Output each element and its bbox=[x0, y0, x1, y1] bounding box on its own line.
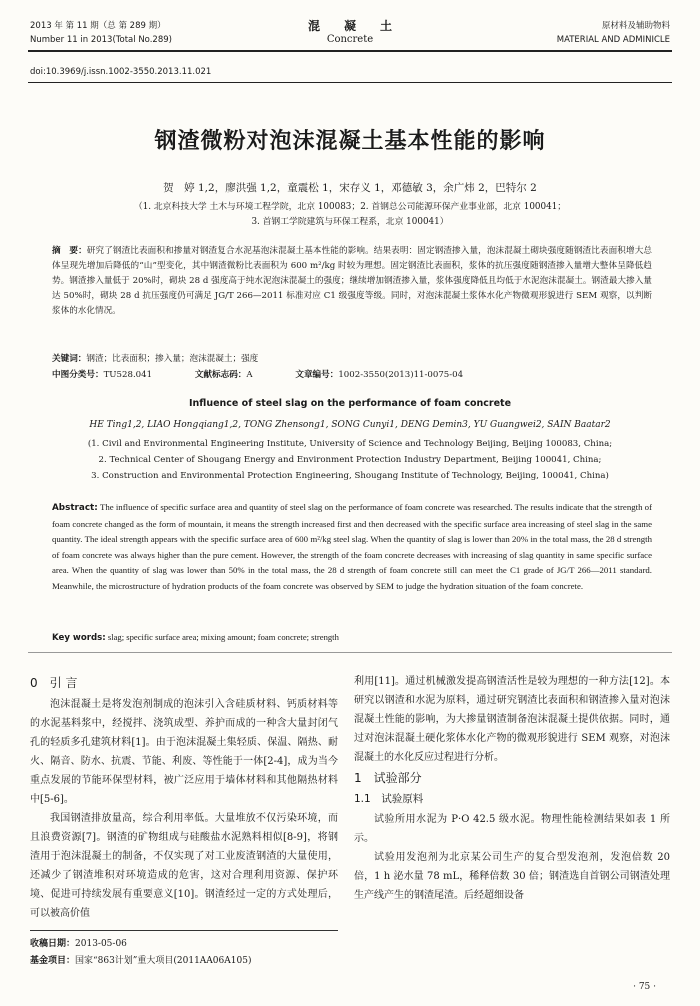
paragraph: 利用[11]。通过机械激发提高钢渣活性是较为理想的一种方法[12]。本研究以钢渣和水泥为原料，通过研究钢渣比表面积和钢渣掺入量对泡沫混凝土性能的影响，为大掺量钢渣制备泡沫混凝土提供依据。同时，通过对泡沫混凝土硬化浆体水化产物的微观形貌进行 SEM 观察，对泡沫混凝土的水化反应过程进行分析。 bbox=[354, 676, 670, 763]
received-label: 收稿日期： bbox=[30, 939, 76, 949]
paragraph: 泡沫混凝土是将发泡剂制成的泡沫引入含硅质材料、钙质材料等的水泥基料浆中，经搅拌、浇筑成型、养护而成的一种含大量封闭气孔的轻质多孔建筑材料[1]。由于泡沫混凝土集轻质、保温、隔热、耐火、隔音、防水、抗震、节能、利废、等性能于一体[2-4]，成为当今重点发展的节能环保型材料，被广泛应用于墙体材料和其他隔热材料中[5-6]。 bbox=[30, 699, 338, 805]
authors-en: HE Ting1,2, LIAO Hongqiang1,2, TONG Zhensong1, SONG Cunyi1, DENG Demin3, YU Guangwei2, SAIN Baatar2 bbox=[89, 420, 611, 430]
section-0-heading: 0 引 言 bbox=[30, 676, 78, 690]
keywords-cn bbox=[52, 352, 652, 367]
footnote-rule bbox=[30, 930, 338, 931]
doc-code-label: 文献标志码： bbox=[194, 370, 247, 380]
header-journal-cn: 混 凝 土 bbox=[307, 19, 392, 33]
abstract-en bbox=[52, 500, 652, 626]
body-right-column bbox=[354, 672, 670, 978]
section-1-1-heading: 1.1 试验原料 bbox=[354, 793, 424, 805]
body-left-column bbox=[30, 672, 338, 924]
doi-rule bbox=[28, 82, 672, 83]
doc-code-value: A bbox=[246, 370, 253, 380]
header-issue-cn: 2013 年 第 11 期（总 第 289 期） bbox=[30, 21, 166, 31]
abstract-cn-label: 摘 要： bbox=[52, 246, 87, 256]
fund-value: 国家“863计划”重大项目(2011AA06A105) bbox=[75, 956, 252, 966]
header-rule bbox=[28, 50, 672, 52]
keywords-en bbox=[52, 630, 652, 646]
article-number-value: 1002-3550(2013)11-0075-04 bbox=[338, 370, 464, 380]
paragraph: 试验用发泡剂为北京某公司生产的复合型发泡剂，发泡倍数 20 倍，1 h 泌水量 78 mL，稀释倍数 30 倍；钢渣选自首钢公司钢渣处理生产线产生的钢渣尾渣。后经超细设备 bbox=[354, 852, 670, 901]
keywords-en-text: slag; specific surface area; mixing amount; foam concrete; strength bbox=[107, 632, 339, 642]
clc-label: 中图分类号： bbox=[52, 370, 104, 380]
received-date: 2013-05-06 bbox=[75, 939, 127, 949]
classification-line bbox=[52, 368, 652, 383]
title-en: Influence of steel slag on the performance of foam concrete bbox=[188, 398, 512, 409]
keywords-en-label: Key words: bbox=[52, 633, 106, 643]
header-column-en: MATERIAL AND ADMINICLE bbox=[556, 35, 670, 45]
clc-value: TU528.041 bbox=[103, 370, 153, 380]
paragraph: 试验所用水泥为 P·O 42.5 级水泥。物理性能检测结果如表 1 所示。 bbox=[354, 814, 670, 844]
affiliation-cn-2: 3. 首钢工学院建筑与环保工程系，北京 100041） bbox=[251, 217, 449, 227]
affiliation-cn-1: （1. 北京科技大学 土木与环境工程学院，北京 100083；2. 首钢总公司能源环保产业事业部，北京 100041； bbox=[133, 202, 567, 212]
page-number: · 75 · bbox=[633, 982, 656, 992]
affiliation-en-3: 3. Construction and Environmental Protection Engineering, Shougang Institute of Technology, Beijing, 100041, China) bbox=[91, 471, 609, 481]
abstract-en-text: The influence of specific surface area and quantity of steel slag on the performance of foam concrete was researched. The results indicate that the strength of foam concrete changed as the form of mountain, it means the strength increased first and then decreased with the specific surface area increasing of steel slag in the same quantity. The ideal strength appears with the specific surface area of 600 m²/kg steel slag. When the quantity of slag is lower than 20% in the total mass, the 28 d strength of foam concrete was always higher than the pure cement. However, the strength of the foam concrete decreases with increasing of slag quantity in same specific surface area. When the quantity of slag was lower than 50% in the total mass, the 28 d strength of foam concrete still can meet the C1 grade of JG/T 266—2011 standard. Meanwhile, the microstructure of hydration products of the foam concrete was observed by SEM to judge the hydration situation of the foam concrete. bbox=[52, 502, 652, 591]
abstract-en-label: Abstract: bbox=[52, 503, 98, 513]
article-number-label: 文章编号： bbox=[295, 370, 339, 380]
abstract-cn bbox=[52, 244, 652, 354]
authors-cn: 贺 婷 1,2，廖洪强 1,2，童震松 1，宋存义 1，邓德敏 3，余广炜 2，巴特尔 2 bbox=[163, 182, 537, 194]
doi: doi:10.3969/j.issn.1002-3550.2013.11.021 bbox=[30, 67, 212, 77]
section-1-heading: 1 试验部分 bbox=[354, 771, 422, 785]
paragraph: 我国钢渣排放量高，综合利用率低。大量堆放不仅污染环境，而且浪费资源[7]。钢渣的矿物组成与硅酸盐水泥熟料相似[8-9]，将钢渣用于泡沫混凝土的制备，不仅实现了对工业废渣钢渣的大量使用，还减少了钢渣堆积对环境造成的危害，这对合理利用资源、保护环境、促进可持续发展有重要意义[10]。钢渣经过一定的方式处理后，可以被高价值 bbox=[30, 813, 338, 919]
header-column-cn: 原材料及辅助物料 bbox=[601, 21, 670, 31]
keywords-cn-text: 钢渣；比表面积；掺入量；泡沫混凝土；强度 bbox=[86, 354, 259, 364]
page-title: 钢渣微粉对泡沫混凝土基本性能的影响 bbox=[154, 129, 546, 154]
header-issue-en: Number 11 in 2013(Total No.289) bbox=[30, 35, 172, 45]
footnote-fund bbox=[30, 953, 251, 969]
abstract-rule bbox=[28, 652, 672, 653]
keywords-cn-label: 关键词： bbox=[52, 354, 87, 364]
affiliation-en-2: 2. Technical Center of Shougang Energy and Environment Protection Industry Department, Beijing 100041, China; bbox=[98, 455, 602, 465]
fund-label: 基金项目： bbox=[30, 956, 76, 966]
header-journal-en: Concrete bbox=[326, 34, 374, 45]
affiliation-en-1: (1. Civil and Environmental Engineering Institute, University of Science and Technology Beijing, Beijing 100083, China; bbox=[87, 439, 613, 449]
footnote-received bbox=[30, 936, 127, 952]
abstract-cn-text: 研究了钢渣比表面积和掺量对钢渣复合水泥基泡沫混凝土基本性能的影响。结果表明：固定钢渣掺入量，泡沫混凝土砌块强度随钢渣比表面积增大总体呈现先增加后降低的“山”型变化，其中钢渣微粉比表面积为 600 m²/kg 时较为理想。固定钢渣比表面积，浆体的抗压强度随钢渣掺入量增大整体呈降低趋势。钢渣掺入量低于 20%时，砌块 28 d 强度高于纯水泥泡沫混凝土的强度；继续增加钢渣掺入量，浆体强度降低且均低于水泥泡沫混凝土。钢渣最大掺入量达 50%时，砌块 28 d 抗压强度仍可满足 JG/T 266—2011 标准对应 C1 级强度等级。同时，对泡沫混凝土浆体水化产物微观形貌进行 SEM 观察，以判断浆体的水化情况。 bbox=[52, 246, 652, 316]
